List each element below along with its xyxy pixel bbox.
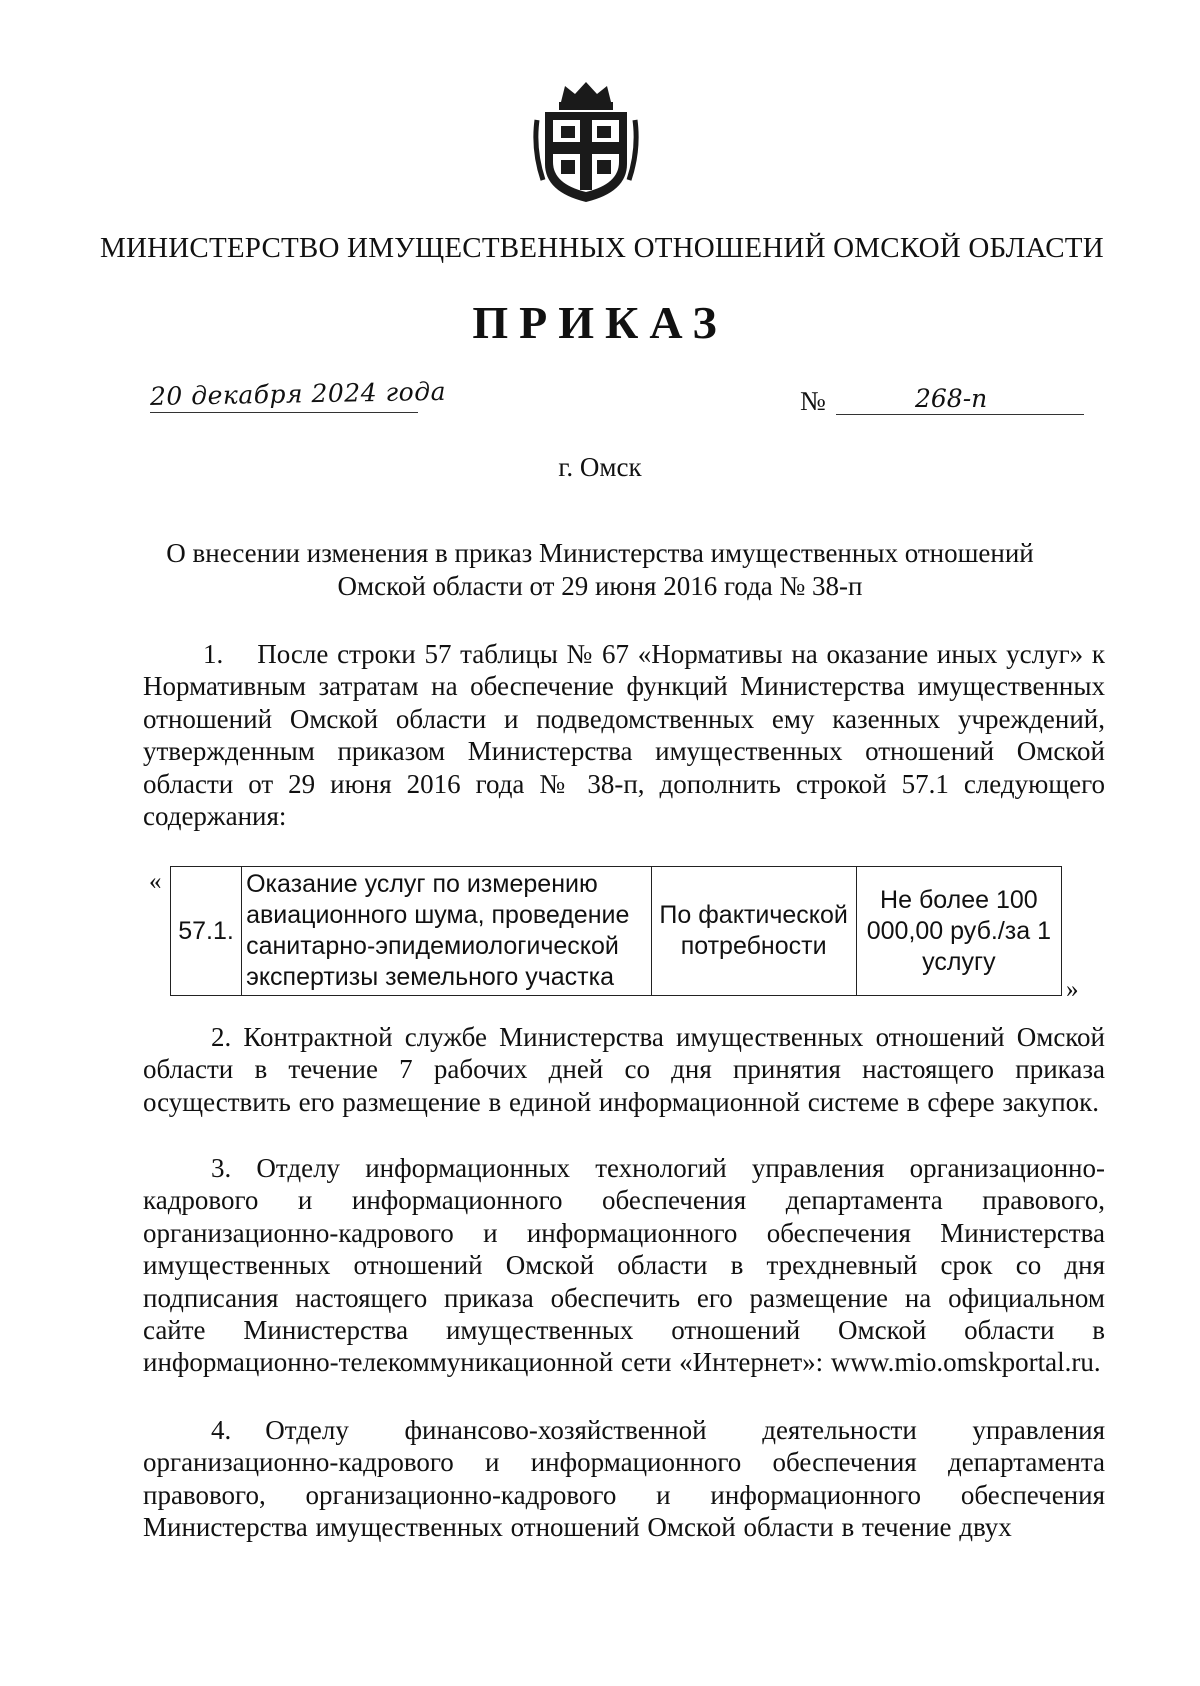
row-norm-cell: По фактической потребности [651, 867, 856, 996]
paragraph-2-text: 2. Контрактной службе Министерства имущественных отношений Омской области в течение 7 рабочих дней со дня принятия настоящего приказа осуществить его размещение в единой информационной системе в сфере закупок. [143, 1022, 1105, 1117]
order-number-handwritten: 268-п [915, 384, 988, 413]
paragraph-1-text: После строки 57 таблицы № 67 «Нормативы на оказание иных услуг» к Нормативным затратам на обеспечение функций Министерства имущественных отношений Омской области и подведомственных ему казенных учреждений, утвержденным приказом Министерства имущественных отношений Омской области от 29 июня 2016 года № 38-п, дополнить строкой 57.1 следующего содержания: [143, 639, 1105, 832]
paragraph-4-text: Отделу финансово-хозяйственной деятельности управления организационно-кадрового и информационного обеспечения департамента правового, организационно-кадрового и информационного обеспечения Министерства имущественных отношений Омской области в течение двух [143, 1415, 1105, 1543]
paragraph-4-number: 4. [211, 1415, 232, 1445]
order-number-label: № [800, 386, 826, 416]
omsk-coat-of-arms-icon [531, 80, 641, 204]
paragraph-2 [143, 1021, 1105, 1118]
row-number-cell: 57.1. [171, 867, 242, 996]
paragraph-1-number: 1. [203, 639, 224, 669]
order-title: ПРИКАЗ [472, 297, 728, 348]
paragraph-4 [143, 1414, 1105, 1544]
paragraph-3-text: 3. Отделу информационных технологий управления организационно-кадрового и информационного обеспечения департамента правового, организационно-кадрового и информационного обеспечения Министерства имущественных отношений Омской области в трехдневный срок со дня подписания настоящего приказа обеспечить его размещение на официальном сайте Министерства имущественных отношений Омской области в информационно-телекоммуникационной сети «Интернет»: www.mio.omskportal.ru. [143, 1153, 1105, 1378]
order-date-handwritten: 20 декабря 2024 года [149, 376, 447, 411]
row-price-cell: Не более 100 000,00 руб./за 1 услугу [856, 867, 1061, 996]
subject-line-1: О внесении изменения в приказ Министерства имущественных отношений [166, 538, 1034, 568]
city: г. Омск [558, 452, 642, 482]
subject-line-2: Омской области от 29 июня 2016 года № 38-п [337, 571, 863, 601]
ministry-name: МИНИСТЕРСТВО ИМУЩЕСТВЕННЫХ ОТНОШЕНИЙ ОМСКОЙ ОБЛАСТИ [100, 232, 1104, 264]
table-close-quote: » [1066, 976, 1079, 1003]
table-row [171, 867, 1062, 996]
paragraph-1 [143, 638, 1105, 832]
row-description-cell: Оказание услуг по измерению авиационного шума, проведение санитарно-эпидемиологической экспертизы земельного участка [242, 867, 651, 996]
date-underline [150, 412, 418, 413]
paragraph-3 [143, 1152, 1105, 1379]
number-underline [836, 414, 1084, 415]
inserted-table [170, 866, 1062, 996]
order-subject [100, 537, 1100, 603]
table-open-quote: « [149, 868, 162, 895]
